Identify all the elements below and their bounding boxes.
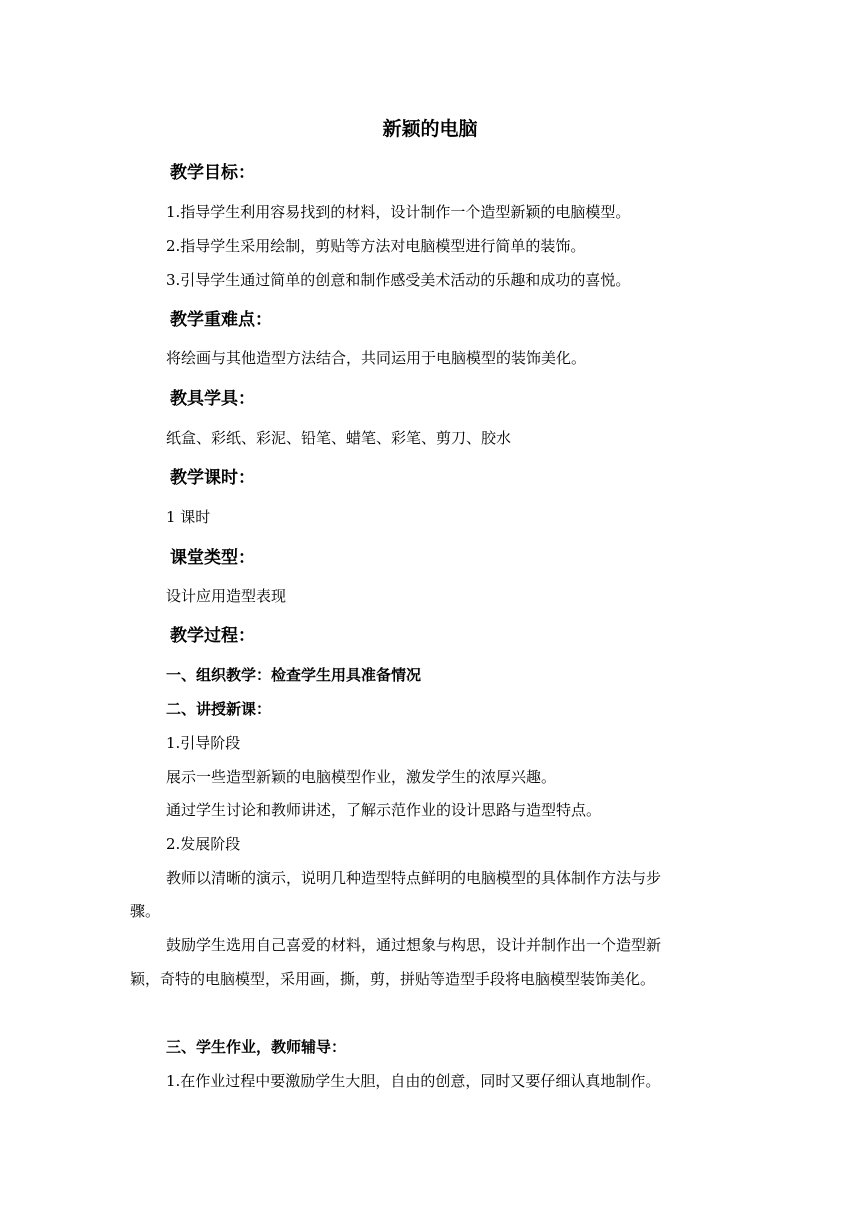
heading-process: 教学过程：: [170, 626, 255, 646]
heading-goals: 教学目标：: [170, 163, 255, 183]
goal-item-1: 1.指导学生利用容易找到的材料，设计制作一个造型新颖的电脑模型。: [166, 203, 631, 221]
heading-class-type: 课堂类型：: [170, 548, 255, 568]
heading-tools: 教具学具：: [170, 389, 255, 409]
stage-2-para-2-line-1: 鼓励学生选用自己喜爱的材料，通过想象与构思，设计并制作出一个造型新: [166, 936, 662, 954]
stage-1-label: 1.引导阶段: [166, 734, 241, 752]
document-title: 新颖的电脑: [382, 118, 478, 140]
heading-key-points: 教学重难点：: [170, 310, 272, 330]
stage-2-para-1-line-2: 骤。: [130, 902, 161, 920]
heading-hours: 教学课时：: [170, 468, 255, 488]
key-points-text: 将绘画与其他造型方法结合，共同运用于电脑模型的装饰美化。: [166, 349, 587, 367]
class-type-text: 设计应用造型表现: [166, 587, 287, 605]
process-step-1: 一、组织教学：检查学生用具准备情况: [166, 666, 422, 684]
goal-item-3: 3.引导学生通过简单的创意和制作感受美术活动的乐趣和成功的喜悦。: [166, 271, 631, 289]
stage-2-label: 2.发展阶段: [166, 835, 241, 853]
step-3-item-1: 1.在作业过程中要激励学生大胆，自由的创意，同时又要仔细认真地制作。: [166, 1072, 661, 1090]
process-step-3: 三、学生作业，教师辅导：: [166, 1038, 347, 1056]
goal-item-2: 2.指导学生采用绘制，剪贴等方法对电脑模型进行简单的装饰。: [166, 237, 586, 255]
stage-2-para-1-line-1: 教师以清晰的演示，说明几种造型特点鲜明的电脑模型的具体制作方法与步: [166, 869, 662, 887]
stage-2-para-2-line-2: 颖，奇特的电脑模型，采用画，撕，剪，拼贴等造型手段将电脑模型装饰美化。: [130, 970, 656, 988]
hours-text: 1 课时: [166, 508, 211, 526]
process-step-2: 二、讲授新课：: [166, 700, 272, 718]
stage-1-line-1: 展示一些造型新颖的电脑模型作业，激发学生的浓厚兴趣。: [166, 768, 557, 786]
tools-text: 纸盒、彩纸、彩泥、铅笔、蜡笔、彩笔、剪刀、胶水: [166, 429, 512, 447]
stage-1-line-2: 通过学生讨论和教师讲述，了解示范作业的设计思路与造型特点。: [166, 801, 602, 819]
